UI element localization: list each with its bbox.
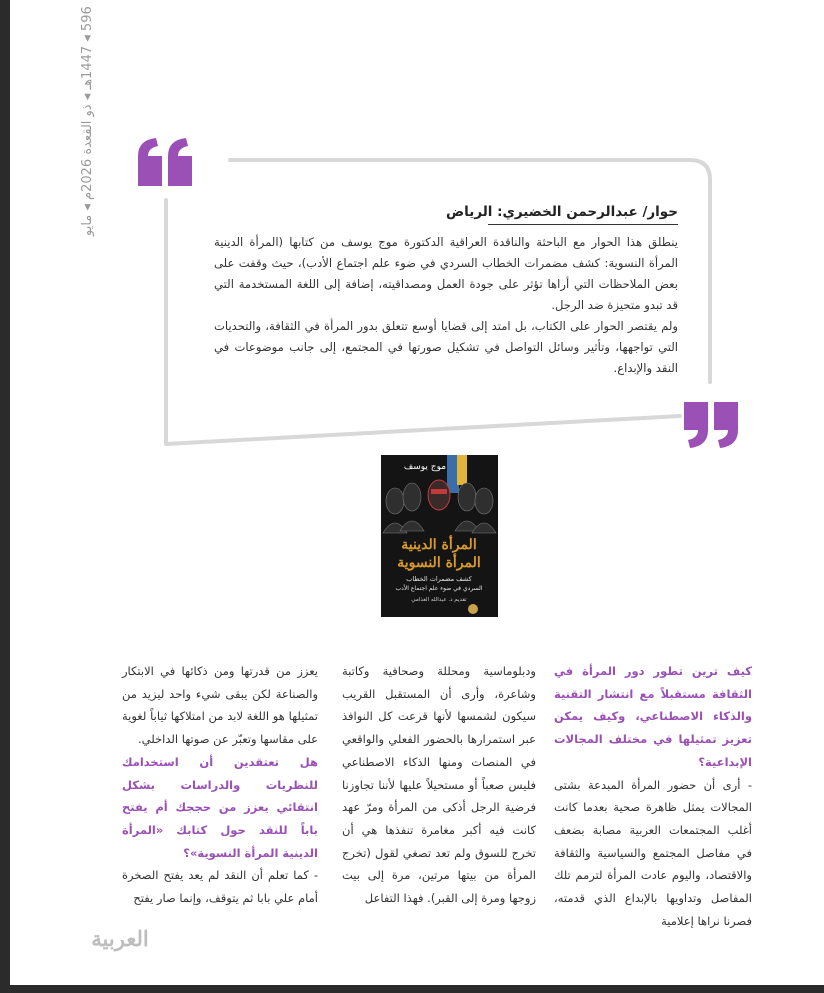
answer-1: - أرى أن حضور المرأة المبدعة بشتى المجالات يمثل ظاهرة صحية بعدما كانت أغلب المجتمعات العربية مصابة بضعف في مفاصل المجتمع والسياسية والثقافة والاقتصاد، واليوم عادت المرأة لترمم تلك المفاصل وتداويها بالإبداع الذي قدمته، فصرنا نراها إعلامية: [554, 777, 752, 928]
page-bottom-edge: [0, 985, 824, 993]
column-right: [554, 660, 752, 928]
question-2: هل تعتقدين أن استخدامك للنظريات والدراسات بشكل انتقائي يعزز من حججك أم يفتح باباً للنقد حول كتابك «المرأة الدينية المرأة النسوية»؟: [122, 754, 318, 860]
svg-text:العربية: العربية: [91, 926, 149, 951]
central-face: [428, 480, 450, 510]
book-title-1: المرأة الدينية: [401, 537, 477, 553]
intro-text: [214, 232, 678, 379]
book-title-2: المرأة النسوية: [397, 555, 481, 571]
book-subtitle-1: كشف مضمرات الخطاب: [406, 575, 472, 583]
intro-paragraph-2: ولم يقتصر الحوار على الكتاب، بل امتد إلى قضايا أوسع تتعلق بدور المرأة في الثقافة، والتحديات التي تواجهها، وتأثير وسائل التواصل في تشكيل صورتها في المجتمع، إلى جانب موضوعات في النقد والإبداع.: [214, 319, 678, 375]
answer-1-continued: ودبلوماسية ومحللة وصحافية وكاتبة وشاعرة، وأرى أن المستقبل القريب سيكون لشمسها لأنها قرعت كل النوافذ عبر استمرارها بالحضور الفعلي والواقعي في المنصات ومنها الذكاء الاصطناعي فليس صعباً أو مستحيلاً عليها لأننا تجاوزنا فرضية الرجل أذكى من المرأة ومرّ عهد كانت فيه أكبر مغامرة تنفذها هي أن تخرج للسوق ولم تعد تصغي لقول (تخرج المرأة من بيتها مرتين، مرة إلى بيت زوجها ومرة إلى القبر). فهذا التفاعل: [342, 664, 536, 906]
book-foreword: تقديم د. عبدالله الغذامي: [411, 597, 467, 603]
author-underline: [488, 224, 678, 225]
answer-2: - كما تعلم أن النقد لم يعد يفتح الصخرة أمام علي بابا ثم يتوقف، وإنما صار يفتح: [122, 868, 318, 906]
author-line: حوار/ عبدالرحمن الخضيري: الرياض: [446, 204, 678, 220]
question-1: كيف ترين تطور دور المرأة في الثقافة مستقبلاً مع انتشار التقنية والذكاء الاصطناعي، وكيف يمكن تعزيز تمثيلها في مختلف المجالات الإبداعية؟: [554, 664, 752, 769]
open-quote-icon: [134, 136, 196, 192]
book-subtitle-2: السردي في ضوء علم اجتماع الأدب: [395, 585, 483, 592]
page-header: [76, 0, 104, 240]
intro-paragraph-1: ينطلق هذا الحوار مع الباحثة والناقدة العراقية الدكتورة موج يوسف من كتابها (المرأة الدينية المرأة النسوية: كشف مضمرات الخطاب السردي في ضوء علم اجتماع الأدب)، حيث وقفت على بعض الملاحظات التي أراها تؤثر على جودة العمل ومصداقيته، إضافة إلى اللغة المستخدمة التي قد تبدو متحيزة ضد الرجل.: [214, 235, 678, 312]
book-author: موج يوسف: [403, 462, 447, 472]
answer-1-end: يعزز من قدرتها ومن ذكائها في الابتكار والصناعة لكن يبقى شيء واحد ليزيد من تمثيلها هو اللغة لابد من امتلاكها ثياباً لغوية على مقاسها وتعبّر عن صوتها الداخلي.: [122, 664, 318, 747]
column-left: [122, 660, 318, 906]
publisher-logo: [468, 604, 478, 614]
column-middle: [342, 660, 536, 906]
page-info: 596 ◂ 1447هـ ◂ ذو القعدة 2026م ◂ مايو: [80, 6, 95, 236]
alarabiya-logo: [80, 922, 160, 956]
book-cover: [381, 455, 498, 617]
close-quote-icon: [680, 400, 742, 452]
